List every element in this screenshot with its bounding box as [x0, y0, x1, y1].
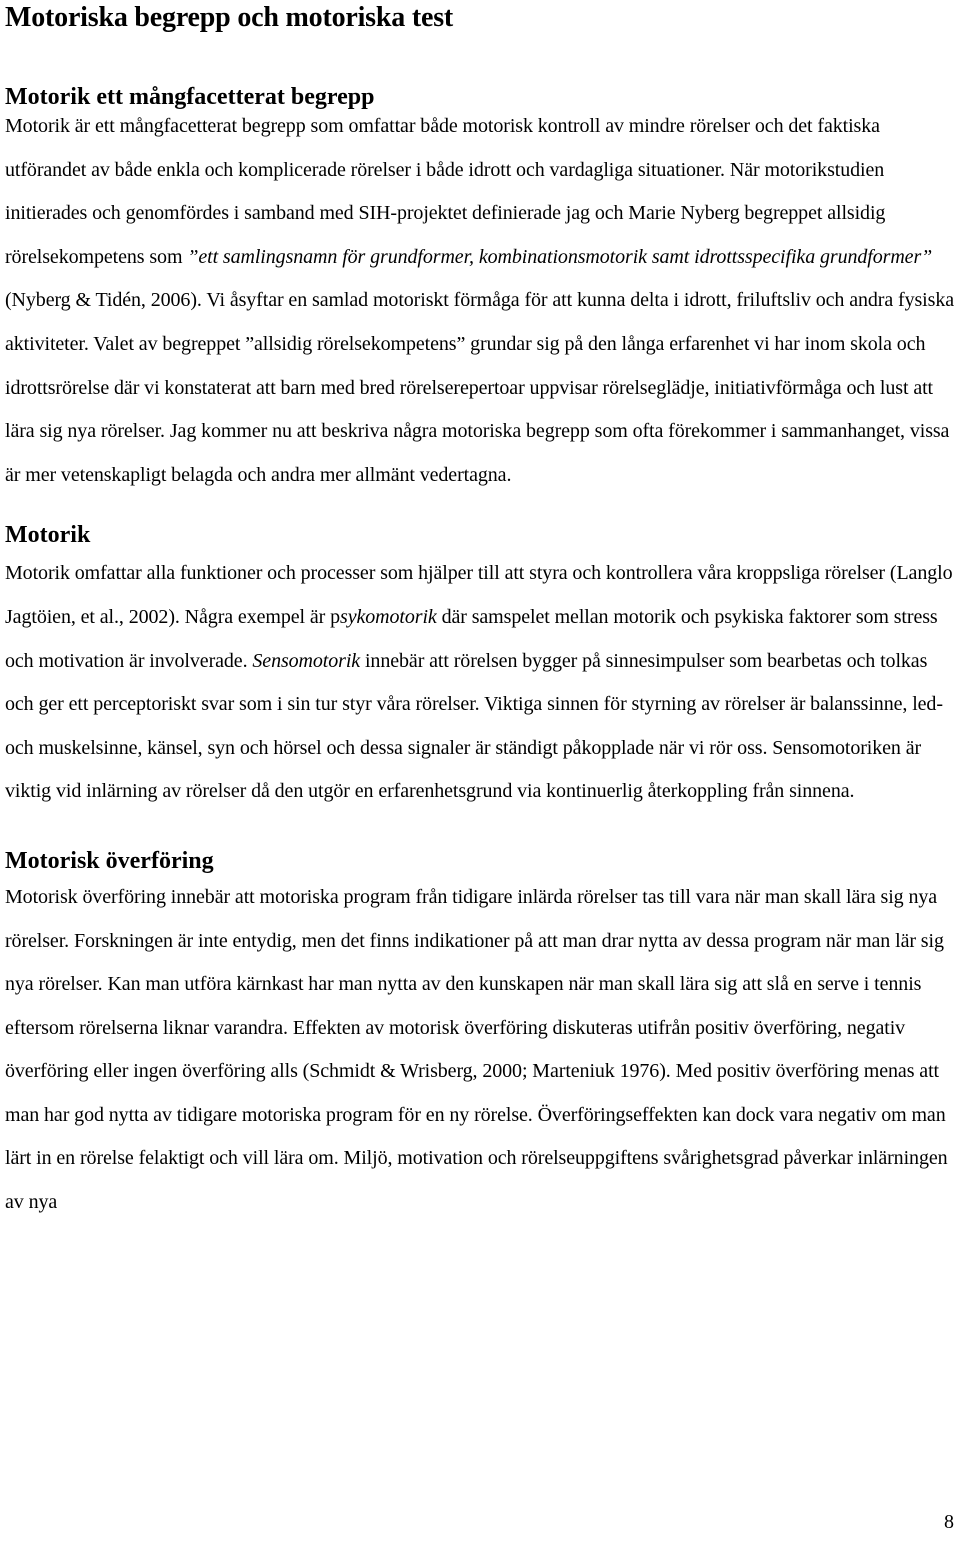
section-paragraph-motorisk-overforing [5, 876, 955, 1225]
section-paragraph-motorik-mangfacetterat [5, 105, 955, 497]
page-title: Motoriska begrepp och motoriska test [5, 2, 454, 33]
section-heading-motorisk-overforing: Motorisk överföring [5, 847, 214, 874]
paragraph-text: Motorik är ett mångfacetterat begrepp som omfattar både motorisk kontroll av mindre rörelser och det faktiska utförandet av både enkla och komplicerade rörelser i både idrott och vardagliga situationer. När motorikstudien initierades och genomfördes i samband med SIH-projektet definierade jag och Marie Nyberg begreppet allsidig rörelsekompetens som [5, 115, 886, 268]
paragraph-text: Motorik omfattar alla funktioner och processer som hjälper till att styra och kontrollera våra kroppsliga rörelser (Langlo Jagtöien, et al., 2002). Några exempel är p [5, 562, 953, 628]
section-paragraph-motorik [5, 552, 955, 814]
section-heading-motorik: Motorik [5, 522, 91, 549]
document-page [5, 0, 955, 1225]
paragraph-italic-term: sykomotorik [340, 605, 437, 628]
paragraph-text: (Nyberg & Tidén, 2006). Vi åsyftar en samlad motoriskt förmåga för att kunna delta i idrott, friluftsliv och andra fysiska aktiviteter. Valet av begreppet ”allsidig rörelsekompetens” grundar sig på den långa erfarenhet vi har inom skola och idrottsrörelse där vi konstaterat att barn med bred rörelserepertoar uppvisar rörelseglädje, initiativförmåga och lust att lära sig nya rörelser. Jag kommer nu att beskriva några motoriska begrepp som ofta förekommer i sammanhanget, vissa är mer vetenskapligt belagda och andra mer allmänt vedertagna. [5, 289, 955, 486]
paragraph-text: Motorisk överföring innebär att motoriska program från tidigare inlärda rörelser tas till vara när man skall lära sig nya rörelser. Forskningen är inte entydig, men det finns indikationer på att man drar nytta av dessa program när man lär sig nya rörelser. Kan man utföra kärnkast har man nytta av den kunskapen när man skall lära sig att slå en serve i tennis eftersom rörelserna liknar varandra. Effekten av motorisk överföring diskuteras utifrån positiv överföring, negativ överföring eller ingen överföring alls (Schmidt & Wrisberg, 2000; Marteniuk 1976). Med positiv överföring menas att man har god nytta av tidigare motoriska program för en ny rörelse. Överföringseffekten kan dock vara negativ om man lärt in en rörelse felaktigt och vill lära om. Miljö, motivation och rörelseuppgiftens svårighetsgrad påverkar inlärningen av nya [5, 885, 948, 1214]
paragraph-italic-term: Sensomotorik [252, 649, 361, 672]
section-heading-motorik-mangfacetterat: Motorik ett mångfacetterat begrepp [5, 84, 375, 110]
paragraph-text: innebär att rörelsen bygger på sinnesimpulser som bearbetas och tolkas och ger ett perceptoriskt svar som i sin tur styr våra rörelser. Viktiga sinnen för styrning av rörelser är balanssinne, led- och muskelsinne, känsel, syn och hörsel och dessa signaler är ständigt påkopplade när vi rör oss. Sensomotoriken är viktig vid inlärning av rörelser då den utgör en erfarenhetsgrund via kontinuerlig återkoppling från sinnena. [5, 649, 943, 803]
paragraph-italic-quote: ”ett samlingsnamn för grundformer, kombinationsmotorik samt idrottsspecifika grundformer” [187, 245, 933, 268]
paragraph-text: där samspelet mellan motorik och psykiska faktorer som stress och motivation är involverade. [5, 605, 938, 672]
page-number: 8 [944, 1511, 954, 1533]
